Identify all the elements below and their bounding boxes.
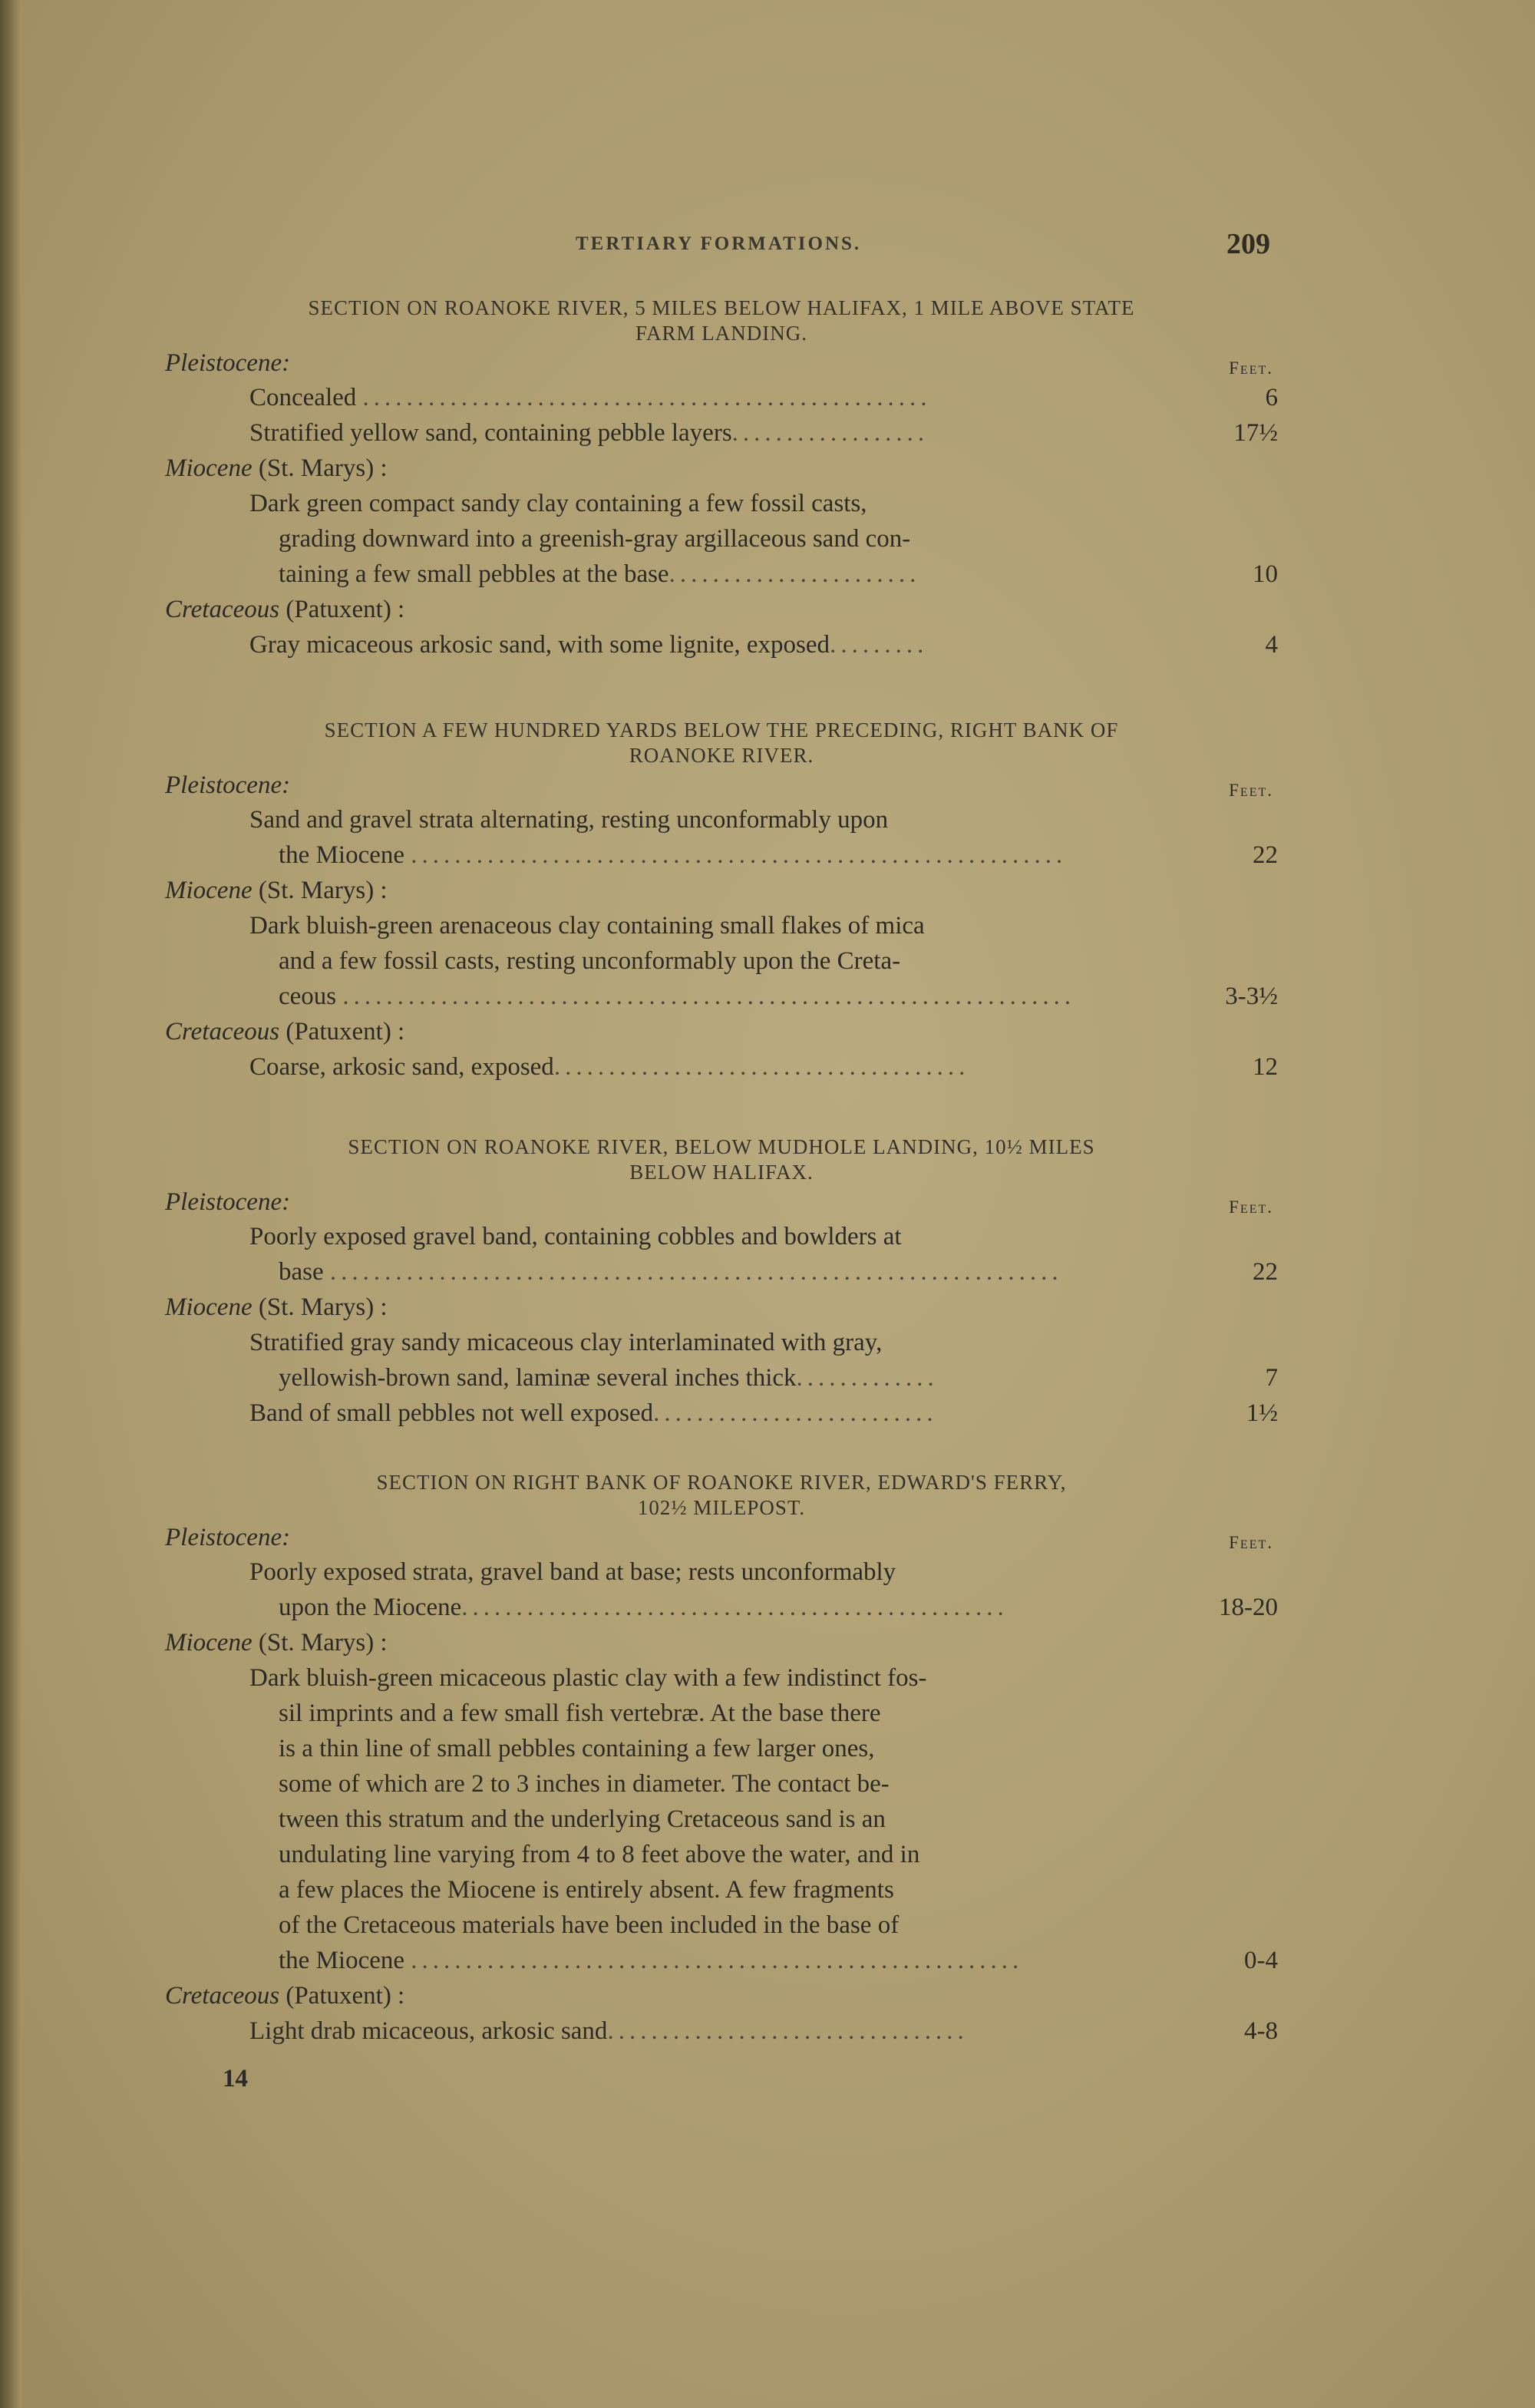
thickness-value: 1½ — [1246, 1399, 1278, 1427]
formation-label: Cretaceous (Patuxent) : — [165, 1018, 405, 1045]
signature-mark: 14 — [223, 2065, 248, 2093]
section-4 — [165, 1470, 1278, 2049]
formation-label: Miocene (St. Marys) : — [165, 1293, 388, 1321]
section-2 — [165, 718, 1278, 1085]
stratum-entry: Coarse, arkosic sand, exposed...................................... 12 — [165, 1049, 1278, 1085]
era-label: Pleistocene: — [165, 1188, 291, 1216]
section-title: SECTION ON ROANOKE RIVER, BELOW MUDHOLE LANDING, 10½ MILES BELOW HALIFAX. — [348, 1135, 1095, 1184]
section-1 — [165, 296, 1278, 662]
formation-label: Miocene (St. Marys) : — [165, 1629, 388, 1657]
section-3 — [165, 1135, 1278, 1431]
era-label: Pleistocene: — [165, 1524, 291, 1551]
group-header — [165, 1185, 1278, 1219]
group-header — [165, 1521, 1278, 1554]
stratum-entry: Poorly exposed gravel band, containing cobbles and bowlders at base ................................................................... 22 — [165, 1219, 1278, 1290]
feet-column-label: Feet. — [1229, 358, 1273, 378]
thickness-value: 0-4 — [1244, 1947, 1278, 1974]
feet-column-label: Feet. — [1229, 781, 1273, 800]
thickness-value: 22 — [1253, 1258, 1278, 1286]
formation-label: Cretaceous (Patuxent) : — [165, 1982, 405, 2010]
thickness-value: 7 — [1265, 1364, 1278, 1392]
thickness-value: 4 — [1265, 631, 1278, 659]
stratum-entry: Concealed .................................................... 6 — [165, 380, 1278, 415]
era-label: Pleistocene: — [165, 349, 291, 377]
feet-column-label: Feet. — [1229, 1533, 1273, 1552]
era-label: Pleistocene: — [165, 771, 291, 799]
group-header — [165, 768, 1278, 802]
stratum-entry: Gray micaceous arkosic sand, with some lignite, exposed......... 4 — [165, 627, 1278, 662]
stratum-entry: Stratified gray sandy micaceous clay interlaminated with gray, yellowish-brown sand, laminæ several inches thick............. 7 — [165, 1325, 1278, 1396]
group-header — [165, 346, 1278, 380]
thickness-value: 10 — [1253, 560, 1278, 588]
section-title: SECTION ON ROANOKE RIVER, 5 MILES BELOW HALIFAX, 1 MILE ABOVE STATE FARM LANDING. — [308, 296, 1135, 345]
running-head: TERTIARY FORMATIONS. — [576, 233, 862, 254]
thickness-value: 4-8 — [1244, 2017, 1278, 2045]
stratum-entry: Dark green compact sandy clay containing a few fossil casts, grading downward into a greenish-gray argillaceous sand con- taining a few small pebbles at the base....................... 10 — [165, 486, 1278, 592]
section-title: SECTION ON RIGHT BANK OF ROANOKE RIVER, EDWARD'S FERRY, 102½ MILEPOST. — [376, 1471, 1067, 1519]
page-header — [0, 227, 1535, 273]
stratum-entry: Dark bluish-green micaceous plastic clay with a few indistinct fos- sil imprints and a few small fish vertebræ. At the base there is a thin line of small pebbles containing a few larger ones, some of which are 2 to 3 inches in diameter. The contact be- tween this stratum and the underlying Cretaceous sand is an undulating line varying from 4 to 8 feet above the water, and in a few places the Miocene is entirely absent. A few fragments of the Cretaceous materials have been included in the base of the Miocene ........................................................ 0-4 — [165, 1660, 1278, 1978]
feet-column-label: Feet. — [1229, 1197, 1273, 1217]
page-binding-edge — [0, 0, 21, 2408]
formation-label: Cretaceous (Patuxent) : — [165, 596, 405, 623]
section-title: SECTION A FEW HUNDRED YARDS BELOW THE PRECEDING, RIGHT BANK OF ROANOKE RIVER. — [324, 718, 1119, 767]
thickness-value: 3-3½ — [1225, 983, 1278, 1010]
stratum-entry: Sand and gravel strata alternating, resting unconformably upon the Miocene ............................................................ 22 — [165, 802, 1278, 873]
thickness-value: 6 — [1265, 384, 1278, 411]
stratum-entry: Poorly exposed strata, gravel band at base; rests unconformably upon the Miocene.................................................. 18-20 — [165, 1554, 1278, 1625]
formation-label: Miocene (St. Marys) : — [165, 454, 388, 482]
thickness-value: 17½ — [1233, 419, 1278, 447]
stratum-entry: Light drab micaceous, arkosic sand................................. 4-8 — [165, 2013, 1278, 2049]
page-number: 209 — [1226, 228, 1270, 260]
stratum-entry: Band of small pebbles not well exposed.......................... 1½ — [165, 1396, 1278, 1431]
thickness-value: 18-20 — [1219, 1594, 1278, 1621]
thickness-value: 22 — [1253, 841, 1278, 869]
formation-label: Miocene (St. Marys) : — [165, 877, 388, 904]
stratum-entry: Dark bluish-green arenaceous clay containing small flakes of mica and a few fossil casts, resting unconformably upon the Creta- ceous ................................................................... 3-3½ — [165, 908, 1278, 1014]
thickness-value: 12 — [1253, 1053, 1278, 1081]
stratum-entry: Stratified yellow sand, containing pebble layers.................. 17½ — [165, 415, 1278, 451]
